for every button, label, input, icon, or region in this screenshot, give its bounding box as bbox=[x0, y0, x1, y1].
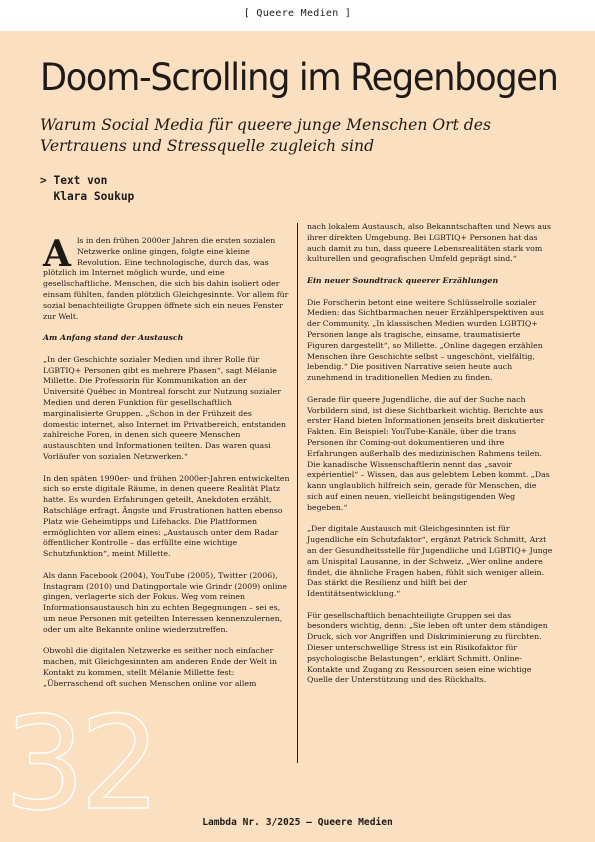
article-title: Doom-Scrolling im Regenbogen bbox=[40, 56, 558, 99]
section-heading: Am Anfang stand der Austausch bbox=[43, 333, 184, 343]
drop-cap: A bbox=[43, 233, 71, 275]
lead-paragraph bbox=[43, 233, 290, 322]
right-column bbox=[307, 222, 554, 697]
paragraph: „Der digitale Austausch mit Gleichgesinnten ist für Jugendliche ein Schutzfaktor“, ergänzt Patrick Schmitt, Arzt an der Gesundheitsstelle für Jugendliche und LGBTIQ+ Junge am Unispital Lausanne, in der Schweiz. „Wer online andere findet, die ähnliche Fragen haben, fühlt sich weniger allein. Das stärkt die Resilienz und hilft bei der Identitätsentwicklung.“ bbox=[307, 524, 553, 599]
paragraph: Die Forscherin betont eine weitere Schlüsselrolle sozialer Medien: das Sichtbarmachen neuer Erzählperspektiven aus der Community. „In klassischen Medien wurden LGBTIQ+ Personen lange als tragische, einsame, traumatisierte Figuren dargestellt“, so Millette. „Online dagegen erzählen Menschen ihre Geschichte selbst – ungeschönt, vielfältig, lebendig.“ Die positiven Narrative seien heute auch zunehmend in traditionellen Medien zu finden. bbox=[307, 297, 544, 383]
page-number: 32 bbox=[4, 690, 155, 839]
section-heading: Ein neuer Soundtrack queerer Erzählungen bbox=[307, 275, 499, 285]
paragraph: „In der Geschichte sozialer Medien und ihrer Rolle für LGBTIQ+ Personen gibt es mehrere Phasen“, sagt Mélanie Millette. Die Professorin für Kommunikation an der Université Québec in Montreal forscht zur Nutzung sozialer Medien und deren Funktion für gesellschaftlich marginalisierte Gruppen. „Schon in der Frühzeit des domestic internet, also Internet im Privatbereich, entstanden zahlreiche Foren, in denen sich queere Menschen austauschten und Informationen teilten. Das waren quasi Vorläufer von sozialen Netzwerken.“ bbox=[43, 354, 287, 461]
left-column bbox=[43, 233, 290, 700]
top-bar bbox=[0, 0, 595, 31]
paragraph: In den späten 1990er- und frühen 2000er-Jahren entwickelten sich so erste digitale Räume, in denen queere Realität Platz hatte. Es wurden Erfahrungen geteilt, Anekdoten erzählt, Ratschläge erfragt. Ängste und Frustrationen hatten ebenso Platz wie Geheimtipps und Lifehacks. Die Plattformen ermöglichten vor allem eines: „Austausch unter dem Radar öffentlicher Kontrolle – das erfüllte eine wichtige Schutzfunktion“, meint Millette. bbox=[43, 473, 290, 559]
lead-text: ls in den frühen 2000er Jahren die ersten sozialen Netzwerke online gingen, folgte eine kleine Revolution. Eine technologische, durch das, was plötzlich im Internet möglich wurde, und eine gesellschaftliche. Menschen, die sich bis dahin isoliert oder einsam fühlten, fanden plötzlich Gleichgesinnte. Vor allem für sozial benachteiligte Gruppen öffnete sich ein neues Fenster zur Welt. bbox=[43, 236, 289, 321]
byline: > Text von Klara Soukup bbox=[40, 174, 135, 203]
footer: Lambda Nr. 3/2025 — Queere Medien bbox=[202, 817, 393, 828]
article-subtitle: Warum Social Media für queere junge Menschen Ort des Vertrauens und Stressquelle zugleich sind bbox=[40, 116, 492, 155]
paragraph: nach lokalem Austausch, also Bekanntschaften und News aus ihrer direkten Umgebung. Bei LGBTIQ+ Personen hat das auch damit zu tun, dass queere Lebensrealitäten stark vom kulturellen und geografischen Umfeld geprägt sind.“ bbox=[307, 222, 552, 264]
paragraph: Obwohl die digitalen Netzwerke es seither noch einfacher machen, mit Gleichgesinnten am anderen Ende der Welt in Kontakt zu kommen, stellt Mélanie Millette fest: „Überraschend oft suchen Menschen online vor allem bbox=[43, 646, 277, 688]
paragraph: Als dann Facebook (2004), YouTube (2005), Twitter (2006), Instagram (2010) und Datingportale wie Grindr (2009) online gingen, verlagerte sich der Fokus. Weg vom reinen Informationsaustausch hin zu echten Begegnungen – sei es, um neue Personen mit geteilten Interessen kennenzulernen, oder um alte Bekannte online wiederzutreffen. bbox=[43, 570, 288, 634]
paragraph: Gerade für queere Jugendliche, die auf der Suche nach Vorbildern sind, ist diese Sichtbarkeit wichtig. Berichte aus erster Hand bieten Informationen jenseits breit diskutierter Fakten. Ein Beispiel: YouTube-Kanäle, über die trans Personen ihr Coming-out dokumentieren und ihre Erfahrungen außerhalb des medizinischen Rahmens teilen. Die kanadische Wissenschaftlerin nennt das „savoir expérientiel“ – Wissen, das aus gelebtem Leben kommt. „Das kann unglaublich hilfreich sein, gerade für Menschen, die sich auf einen neuen, vielleicht beängstigenden Weg begeben.“ bbox=[307, 394, 550, 512]
column-divider bbox=[297, 223, 298, 763]
section-tag: [ Queere Medien ] bbox=[243, 8, 352, 19]
paragraph: Für gesellschaftlich benachteiligte Gruppen sei das besonders wichtig, denn: „Sie leben oft unter dem ständigen Druck, sich vor Angriffen und Diskriminierung zu fürchten. Dieser unterschwellige Stress ist ein Risikofaktor für psychologische Belastungen“, erklärt Schmitt. Online-Kontakte und Zugang zu Ressourcen seien eine wichtige Quelle der Unterstützung und des Rückhalts. bbox=[307, 610, 548, 685]
